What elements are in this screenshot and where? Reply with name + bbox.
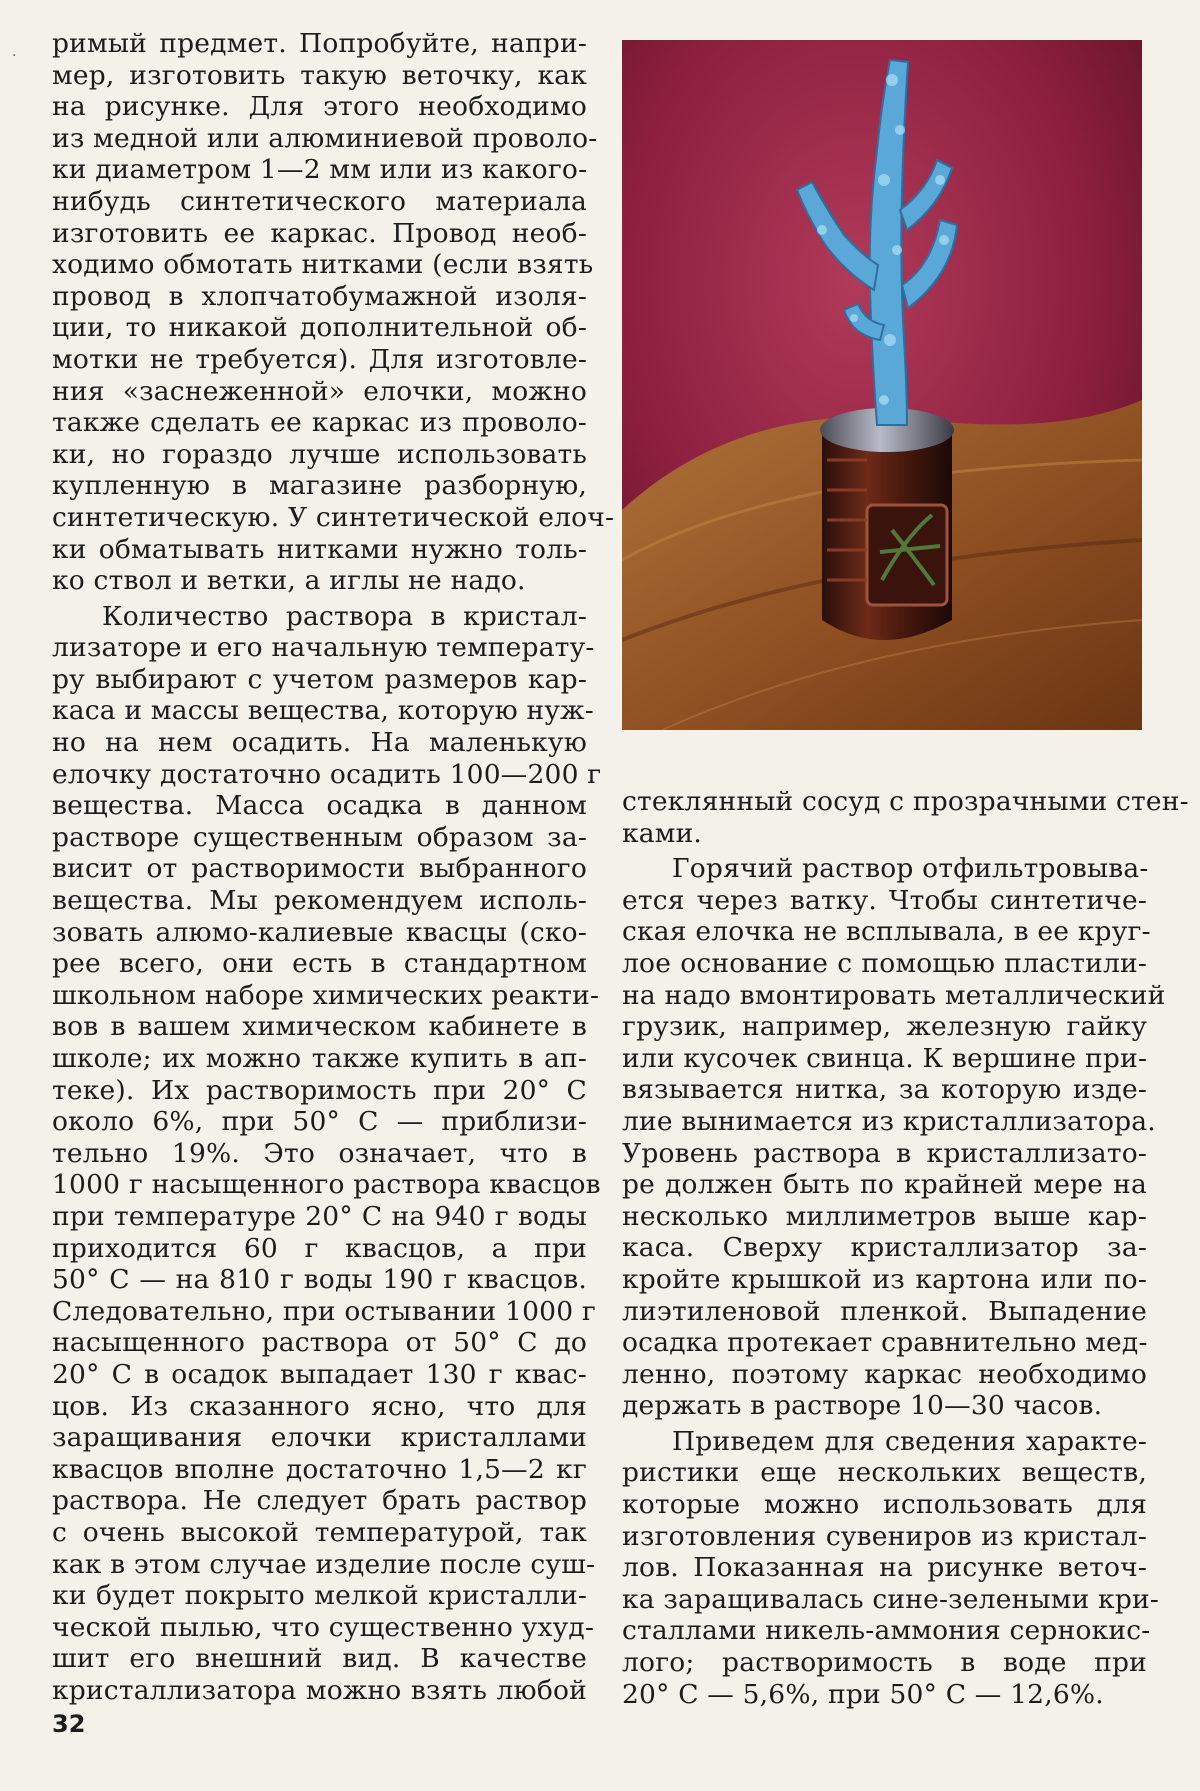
text-line: изготовления сувениров из кристал- bbox=[622, 1520, 1147, 1552]
text-line: Следовательно, при остывании 1000 г bbox=[52, 1295, 596, 1327]
crystal-branch-photo bbox=[622, 40, 1142, 730]
text-line: ками. bbox=[622, 817, 703, 849]
text-line: тельно 19%. Это означает, что в bbox=[52, 1137, 587, 1169]
text-line: лизаторе и его начальную температу- bbox=[52, 632, 595, 664]
text-line: лого; растворимость в воде при bbox=[622, 1647, 1147, 1679]
text-line: теке). Их растворимость при 20° С bbox=[52, 1074, 587, 1106]
text-line: школьном наборе химических реакти- bbox=[52, 979, 600, 1011]
text-line: ленно, поэтому каркас необходимо bbox=[622, 1358, 1147, 1390]
text-line: Приведем для сведения характе- bbox=[672, 1425, 1147, 1457]
text-line: мер, изготовить такую веточку, как bbox=[52, 59, 587, 91]
text-line: ции, то никакой дополнительной об- bbox=[52, 312, 587, 344]
text-line: вязывается нитка, за которую изде- bbox=[622, 1074, 1147, 1106]
text-line: каса и массы вещества, которую нуж- bbox=[52, 695, 594, 727]
right-column bbox=[622, 786, 1189, 1710]
margin-mark: · bbox=[12, 48, 17, 64]
text-line: приходится 60 г квасцов, а при bbox=[52, 1232, 587, 1264]
text-line: кристаллизатора можно взять любой bbox=[52, 1674, 587, 1706]
text-line: 50° С — на 810 г воды 190 г квасцов. bbox=[52, 1264, 587, 1296]
text-line: лиэтиленовой пленкой. Выпадение bbox=[622, 1295, 1147, 1327]
left-column bbox=[52, 28, 615, 1706]
text-line: но на нем осадить. На маленькую bbox=[52, 727, 587, 759]
text-line: ка заращивалась сине-зелеными кри- bbox=[622, 1583, 1159, 1615]
text-line: осадка протекает сравнительно мед- bbox=[622, 1327, 1148, 1359]
text-line: изготовить ее каркас. Провод необ- bbox=[52, 217, 587, 249]
text-line: римый предмет. Попробуйте, напри- bbox=[52, 28, 587, 59]
text-line: также сделать ее каркас из проволо- bbox=[52, 407, 587, 439]
text-line: ния «заснеженной» елочки, можно bbox=[52, 375, 587, 407]
text-line: ходимо обмотать нитками (если взять bbox=[52, 249, 594, 281]
text-line: с очень высокой температурой, так bbox=[52, 1516, 587, 1548]
text-line: лие вынимается из кристаллизатора. bbox=[622, 1105, 1156, 1137]
text-line: цов. Из сказанного ясно, что для bbox=[52, 1390, 587, 1422]
text-line: мотки не требуется). Для изготовле- bbox=[52, 343, 587, 375]
photo-illustration bbox=[622, 40, 1142, 730]
text-line: 20° С — 5,6%, при 50° С — 12,6%. bbox=[622, 1678, 1104, 1710]
text-line: Количество раствора в кристал- bbox=[102, 600, 587, 632]
text-line: ристики еще нескольких веществ, bbox=[622, 1457, 1147, 1489]
text-line: каса. Сверху кристаллизатор за- bbox=[622, 1232, 1147, 1264]
text-line: которые можно использовать для bbox=[622, 1489, 1147, 1521]
text-line: елочку достаточно осадить 100—200 г bbox=[52, 758, 602, 790]
text-line: рее всего, они есть в стандартном bbox=[52, 948, 587, 980]
text-line: висит от растворимости выбранного bbox=[52, 853, 587, 885]
text-line: раствора. Не следует брать раствор bbox=[52, 1485, 587, 1517]
text-line: несколько миллиметров выше кар- bbox=[622, 1200, 1147, 1232]
text-line: из медной или алюминиевой проволо- bbox=[52, 122, 598, 154]
text-line: ко ствол и ветки, а иглы не надо. bbox=[52, 565, 526, 597]
text-line: шит его внешний вид. В качестве bbox=[52, 1643, 587, 1675]
page-number: 32 bbox=[52, 1710, 86, 1738]
text-line: 20° С в осадок выпадает 130 г квас- bbox=[52, 1358, 587, 1390]
text-line: как в этом случае изделие после суш- bbox=[52, 1548, 596, 1580]
text-line: или кусочек свинца. К вершине при- bbox=[622, 1042, 1148, 1074]
text-line: вещества. Мы рекомендуем исполь- bbox=[52, 885, 587, 917]
text-line: при температуре 20° С на 940 г воды bbox=[52, 1200, 587, 1232]
text-line: лое основание с помощью пластили- bbox=[622, 947, 1147, 979]
text-line: купленную в магазине разборную, bbox=[52, 470, 587, 502]
text-line: около 6%, при 50° С — приблизи- bbox=[52, 1106, 587, 1138]
text-line: на надо вмонтировать металлический bbox=[622, 979, 1166, 1011]
text-line: квасцов вполне достаточно 1,5—2 кг bbox=[52, 1453, 587, 1485]
text-line: Горячий раствор отфильтровыва- bbox=[672, 853, 1149, 885]
text-line: сталлами никель-аммония сернокис- bbox=[622, 1615, 1151, 1647]
text-line: растворе существенным образом за- bbox=[52, 821, 587, 853]
text-line: грузик, например, железную гайку bbox=[622, 1011, 1147, 1043]
text-line: зовать алюмо-калиевые квасцы (ско- bbox=[52, 916, 587, 948]
text-line: кройте крышкой из картона или по- bbox=[622, 1263, 1147, 1295]
text-line: держать в растворе 10—30 часов. bbox=[622, 1390, 1103, 1422]
text-line: провод в хлопчатобумажной изоля- bbox=[52, 280, 587, 312]
text-line: школе; их можно также купить в ап- bbox=[52, 1043, 587, 1074]
text-line: ру выбирают с учетом размеров кар- bbox=[52, 663, 587, 695]
text-line: ки диаметром 1—2 мм или из какого- bbox=[52, 154, 588, 186]
text-line: лов. Показанная на рисунке веточ- bbox=[622, 1552, 1147, 1584]
text-line: ется через ватку. Чтобы синтетиче- bbox=[622, 884, 1147, 916]
text-line: ки, но гораздо лучше использовать bbox=[52, 438, 587, 470]
text-line: вов в вашем химическом кабинете в bbox=[52, 1011, 587, 1043]
text-line: ре должен быть по крайней мере на bbox=[622, 1169, 1147, 1201]
text-line: 1000 г насыщенного раствора квасцов bbox=[52, 1169, 601, 1201]
text-line: насыщенного раствора от 50° С до bbox=[52, 1327, 587, 1359]
text-line: ки будет покрыто мелкой кристалли- bbox=[52, 1580, 587, 1612]
text-line: Уровень раствора в кристаллизато- bbox=[622, 1137, 1147, 1169]
text-line: стеклянный сосуд с прозрачными стен- bbox=[622, 786, 1189, 817]
text-line: ческой пылью, что существенно ухуд- bbox=[52, 1611, 595, 1643]
text-line: ки обматывать нитками нужно толь- bbox=[52, 533, 587, 565]
text-line: вещества. Масса осадка в данном bbox=[52, 790, 587, 822]
text-line: ская елочка не всплывала, в ее круг- bbox=[622, 916, 1151, 948]
text-line: заращивания елочки кристаллами bbox=[52, 1422, 587, 1454]
text-line: синтетическую. У синтетической елоч- bbox=[52, 501, 615, 533]
text-line: нибудь синтетического материала bbox=[52, 185, 587, 217]
text-line: на рисунке. Для этого необходимо bbox=[52, 91, 587, 123]
